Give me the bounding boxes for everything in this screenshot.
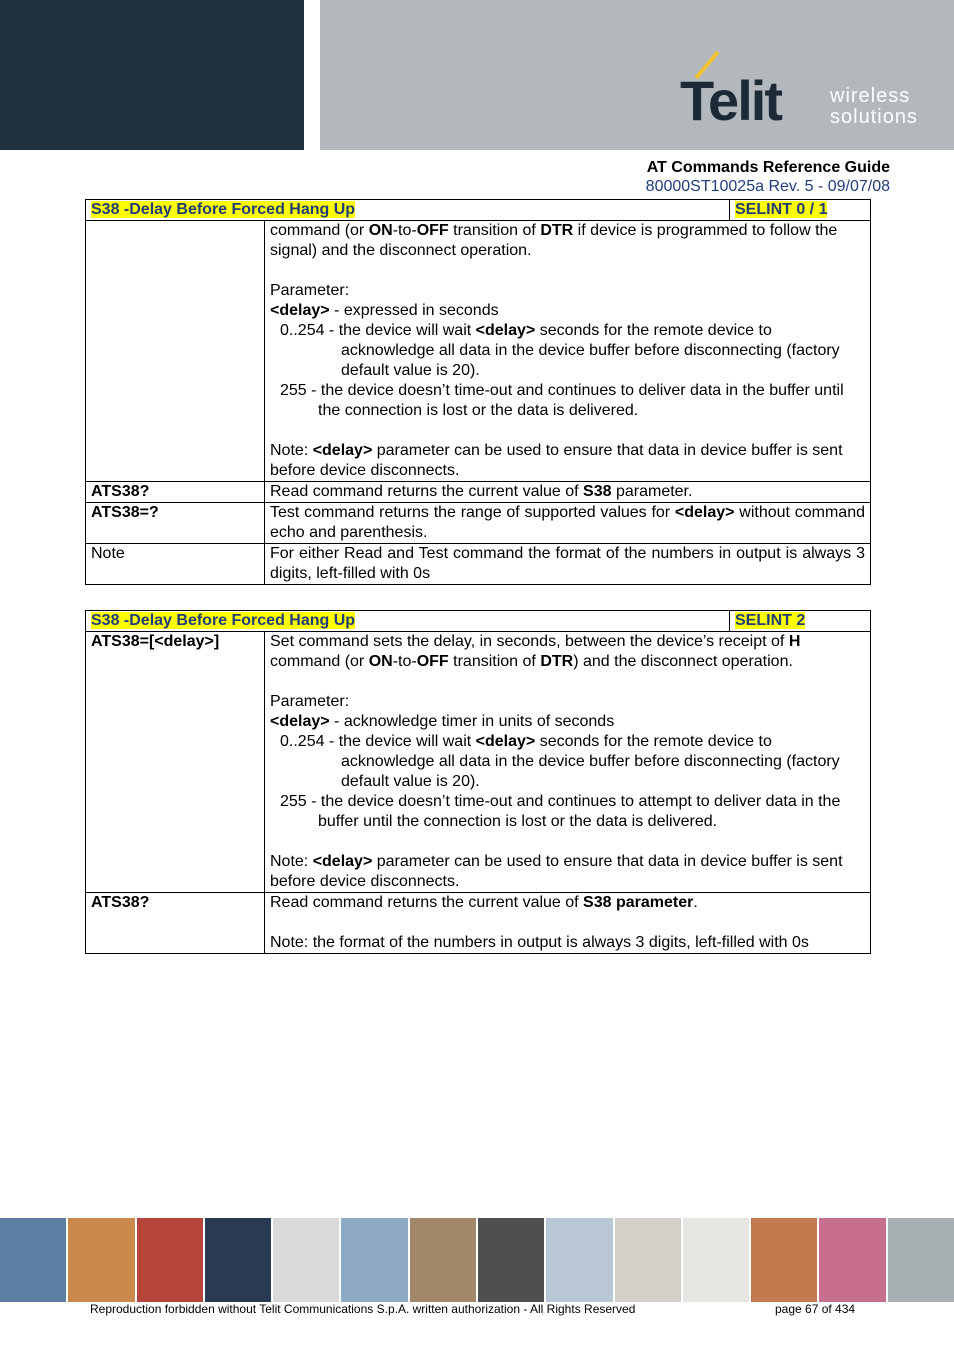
selint-badge: SELINT 0 / 1: [735, 201, 828, 218]
description-paragraph: Set command sets the delay, in seconds, between the device’s receipt of H command (or ON-to-OFF transition of DTR) and the disconnect operation.: [270, 633, 801, 670]
parameter-option: 255 - the device doesn’t time-out and continues to deliver data in the buffer until the connection is lost or the data is delivered.: [280, 382, 844, 419]
table-row: [86, 544, 871, 585]
parameter-label: Parameter:: [270, 282, 350, 299]
table-row: [86, 893, 871, 954]
command-table-selint-0-1: [85, 199, 871, 585]
description-cell: Read command returns the current value of S38 parameter.: [265, 482, 871, 503]
description-cell: For either Read and Test command the format of the numbers in output is always 3 digits, left-filled with 0s: [265, 544, 871, 585]
note-paragraph: Note: the format of the numbers in output is always 3 digits, left-filled with 0s: [270, 934, 809, 951]
logo-tagline: wireless solutions: [830, 85, 918, 128]
command-cell: ATS38?: [86, 893, 265, 954]
parameter-option: 0..254 - the device will wait <delay> seconds for the remote device to acknowledge all data in the device buffer before disconnecting (factory default value is 20).: [280, 733, 840, 790]
table-title-row: [86, 611, 871, 632]
description-paragraph: command (or ON-to-OFF transition of DTR if device is programmed to follow the signal) and the disconnect operation.: [270, 222, 838, 259]
command-cell: ATS38?: [86, 482, 265, 503]
note-paragraph: Note: <delay> parameter can be used to ensure that data in device buffer is sent before device disconnects.: [270, 442, 843, 479]
table-title: S38 -Delay Before Forced Hang Up: [91, 201, 356, 218]
selint-badge: SELINT 2: [735, 612, 806, 629]
command-cell: ATS38=?: [86, 503, 265, 544]
command-table-selint-2: [85, 610, 871, 954]
command-cell: ATS38=[<delay>]: [86, 632, 265, 893]
page-number: page 67 of 434: [775, 1302, 856, 1316]
table-title-row: [86, 200, 871, 221]
table-title: S38 -Delay Before Forced Hang Up: [91, 612, 356, 629]
command-cell: Note: [86, 544, 265, 585]
header-dark-panel: [0, 0, 304, 150]
parameter-option: 255 - the device doesn’t time-out and continues to attempt to deliver data in the buffer until the connection is lost or the data is delivered.: [280, 793, 841, 830]
table-row: [86, 221, 871, 482]
footer-copyright: Reproduction forbidden without Telit Communications S.p.A. written authorization - All Rights Reserved: [90, 1302, 636, 1316]
logo-word: Telit: [680, 69, 781, 132]
parameter-definition: <delay> - acknowledge timer in units of seconds: [270, 713, 615, 730]
table-row: [86, 482, 871, 503]
parameter-option: 0..254 - the device will wait <delay> seconds for the remote device to acknowledge all data in the device buffer before disconnecting (factory default value is 20).: [280, 322, 840, 379]
table-row: [86, 632, 871, 893]
parameter-definition: <delay> - expressed in seconds: [270, 302, 499, 319]
doc-code: 80000ST10025a Rev. 5 - 09/07/08: [645, 178, 890, 195]
footer-photo-strip: [0, 1218, 954, 1302]
note-paragraph: Note: <delay> parameter can be used to ensure that data in device buffer is sent before device disconnects.: [270, 853, 843, 890]
description-paragraph: Read command returns the current value of S38 parameter.: [270, 894, 698, 911]
description-cell: Test command returns the range of supported values for <delay> without command echo and parenthesis.: [265, 503, 871, 544]
doc-title: AT Commands Reference Guide: [646, 159, 890, 176]
parameter-label: Parameter:: [270, 693, 350, 710]
table-row: [86, 503, 871, 544]
